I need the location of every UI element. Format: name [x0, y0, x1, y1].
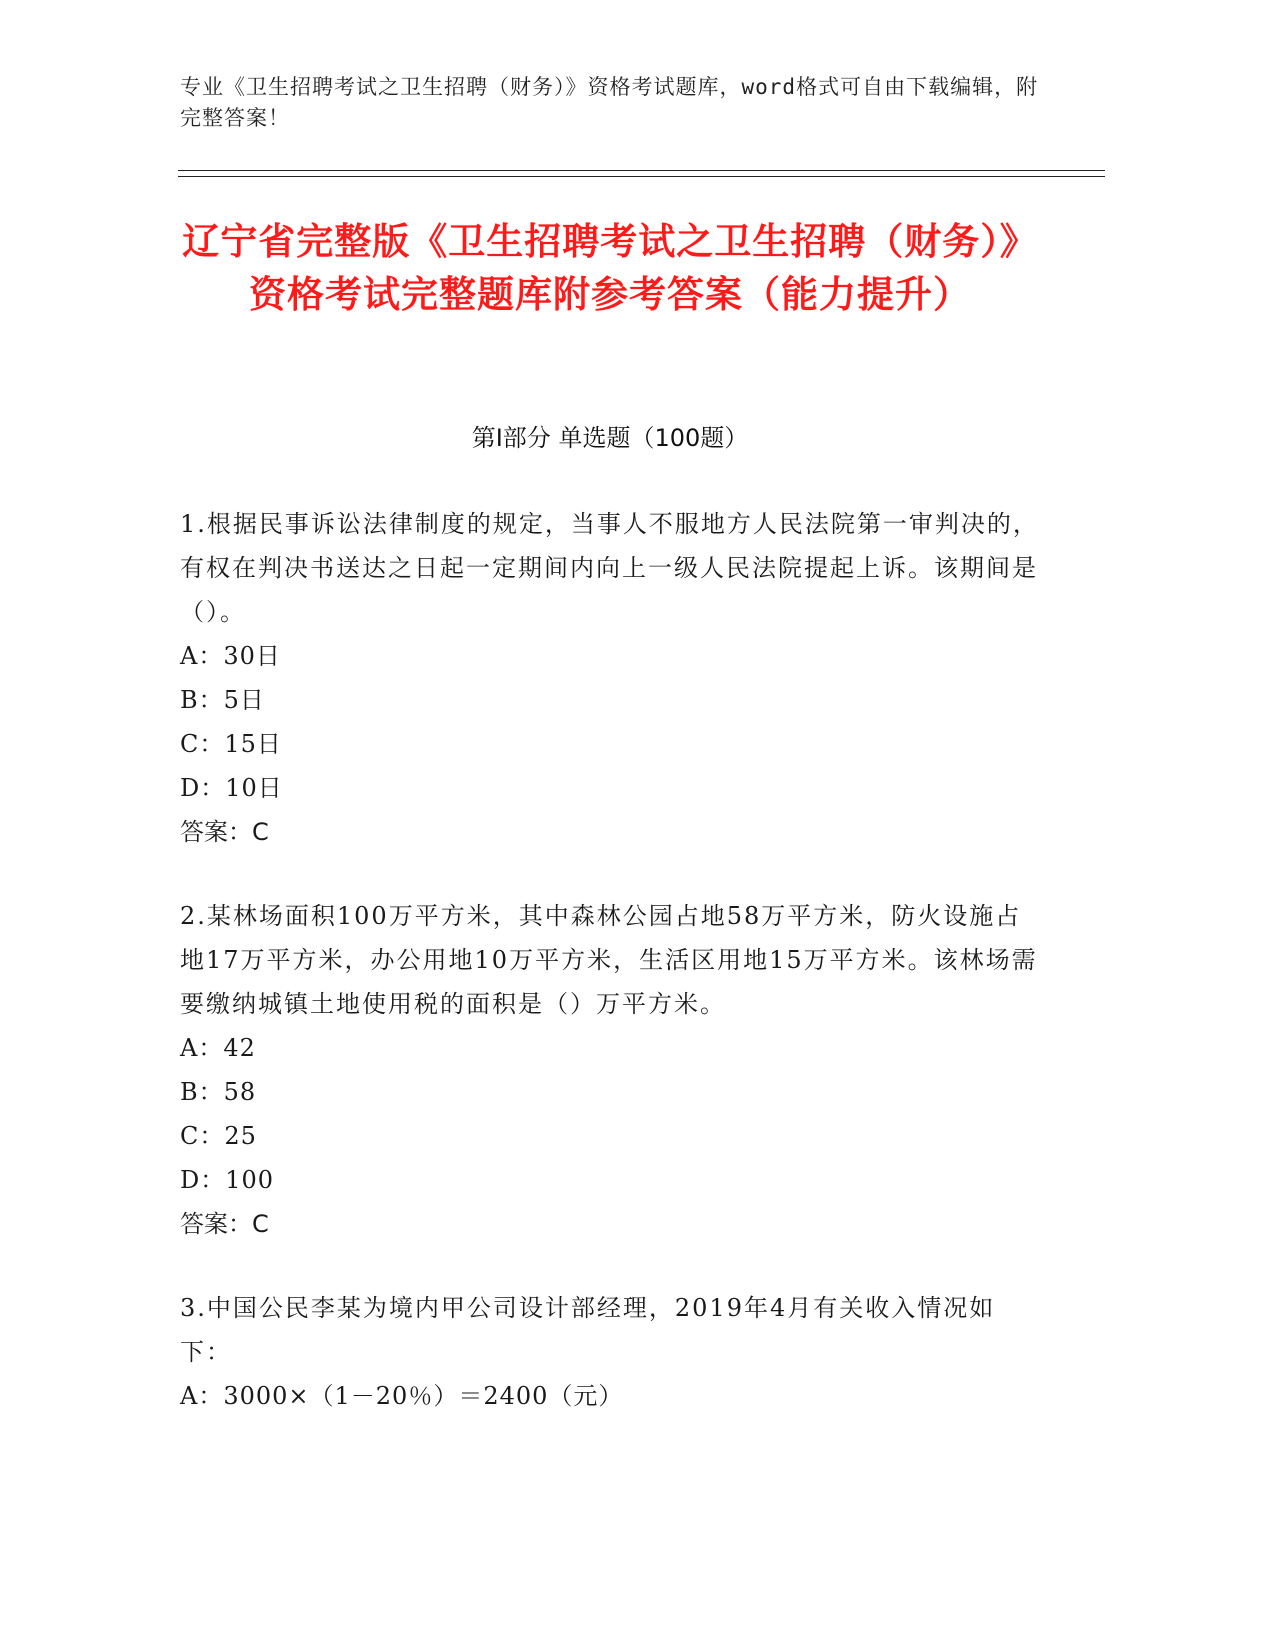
answer-line: 答案：C	[180, 1210, 269, 1238]
question-stem: 3.中国公民李某为境内甲公司设计部经理，2019年4月有关收入情况如下：	[180, 1294, 996, 1366]
option-c: C：15日	[180, 730, 282, 758]
section-heading: 第Ⅰ部分 单选题（100题）	[471, 424, 749, 452]
answer-line: 答案：C	[180, 818, 269, 846]
option-a: A：30日	[180, 642, 281, 670]
header-note: 专业《卫生招聘考试之卫生招聘（财务）》资格考试题库，word格式可自由下载编辑，附完整答案！	[180, 75, 1039, 130]
option-c: C：25	[180, 1122, 257, 1150]
question-2	[180, 894, 1040, 1246]
question-stem: 1.根据民事诉讼法律制度的规定，当事人不服地方人民法院第一审判决的，有权在判决书送达之日起一定期间内向上一级人民法院提起上诉。该期间是（）。	[180, 510, 1039, 626]
option-b: B：5日	[180, 686, 265, 714]
option-b: B：58	[180, 1078, 257, 1106]
question-3	[180, 1286, 1040, 1418]
option-d: D：100	[180, 1166, 275, 1194]
document-title: 辽宁省完整版《卫生招聘考试之卫生招聘（财务）》资格考试完整题库附参考答案（能力提升）	[182, 220, 1038, 316]
header-divider	[178, 170, 1105, 171]
question-1	[180, 502, 1040, 854]
header-divider-second	[178, 176, 1105, 177]
option-d: D：10日	[180, 774, 283, 802]
option-a: A：42	[180, 1034, 256, 1062]
question-stem: 2.某林场面积100万平方米，其中森林公园占地58万平方米，防火设施占地17万平方米，办公用地10万平方米，生活区用地15万平方米。该林场需要缴纳城镇土地使用税的面积是（）万平方米。	[180, 902, 1038, 1018]
option-a: A：3000×（1－20％）＝2400（元）	[180, 1382, 624, 1410]
